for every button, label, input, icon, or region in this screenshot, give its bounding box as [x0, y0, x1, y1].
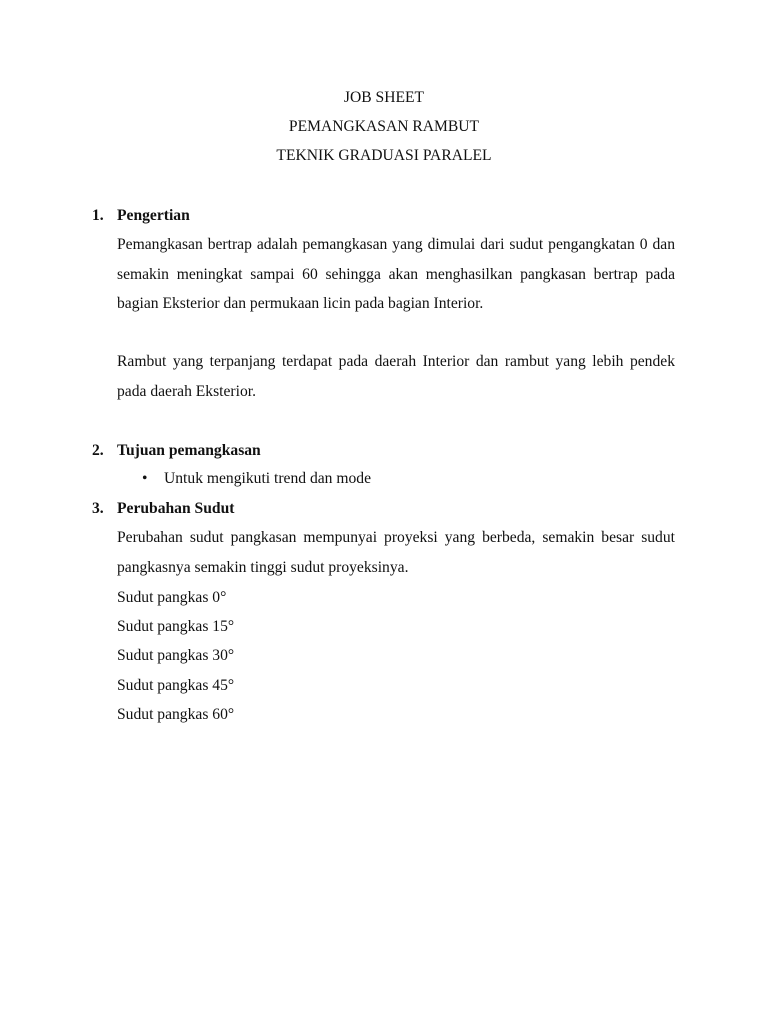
title-line-3: TEKNIK GRADUASI PARALEL — [276, 147, 492, 164]
bullet-icon: • — [142, 470, 148, 487]
section-2-number: 2. — [92, 442, 104, 459]
section-1-paragraph-2: Rambut yang terpanjang terdapat pada daerah Interior dan rambut yang lebih pendek pada daerah Eksterior. — [117, 353, 675, 400]
section-2-bullet-1: Untuk mengikuti trend dan mode — [164, 470, 372, 487]
section-1-heading: Pengertian — [117, 207, 190, 224]
section-1-paragraph-1: Pemangkasan bertrap adalah pemangkasan yang dimulai dari sudut pengangkatan 0 dan semakin meningkat sampai 60 sehingga akan menghasilkan pangkasan bertrap pada bagian Eksterior dan permukaan licin pada bagian Interior. — [117, 236, 675, 312]
section-1-number: 1. — [92, 207, 104, 224]
section-3-paragraph-1: Perubahan sudut pangkasan mempunyai proyeksi yang berbeda, semakin besar sudut pangkasnya semakin tinggi sudut proyeksinya. — [117, 529, 675, 576]
section-3-heading: Perubahan Sudut — [117, 500, 235, 517]
section-2-heading: Tujuan pemangkasan — [117, 442, 261, 459]
section-3-number: 3. — [92, 500, 104, 517]
angle-item-30: Sudut pangkas 30° — [117, 647, 235, 664]
title-line-1: JOB SHEET — [343, 89, 425, 106]
angle-item-0: Sudut pangkas 0° — [117, 589, 227, 606]
angle-item-45: Sudut pangkas 45° — [117, 677, 235, 694]
title-line-2: PEMANGKASAN RAMBUT — [288, 118, 480, 135]
angle-item-60: Sudut pangkas 60° — [117, 706, 235, 723]
angle-item-15: Sudut pangkas 15° — [117, 618, 235, 635]
